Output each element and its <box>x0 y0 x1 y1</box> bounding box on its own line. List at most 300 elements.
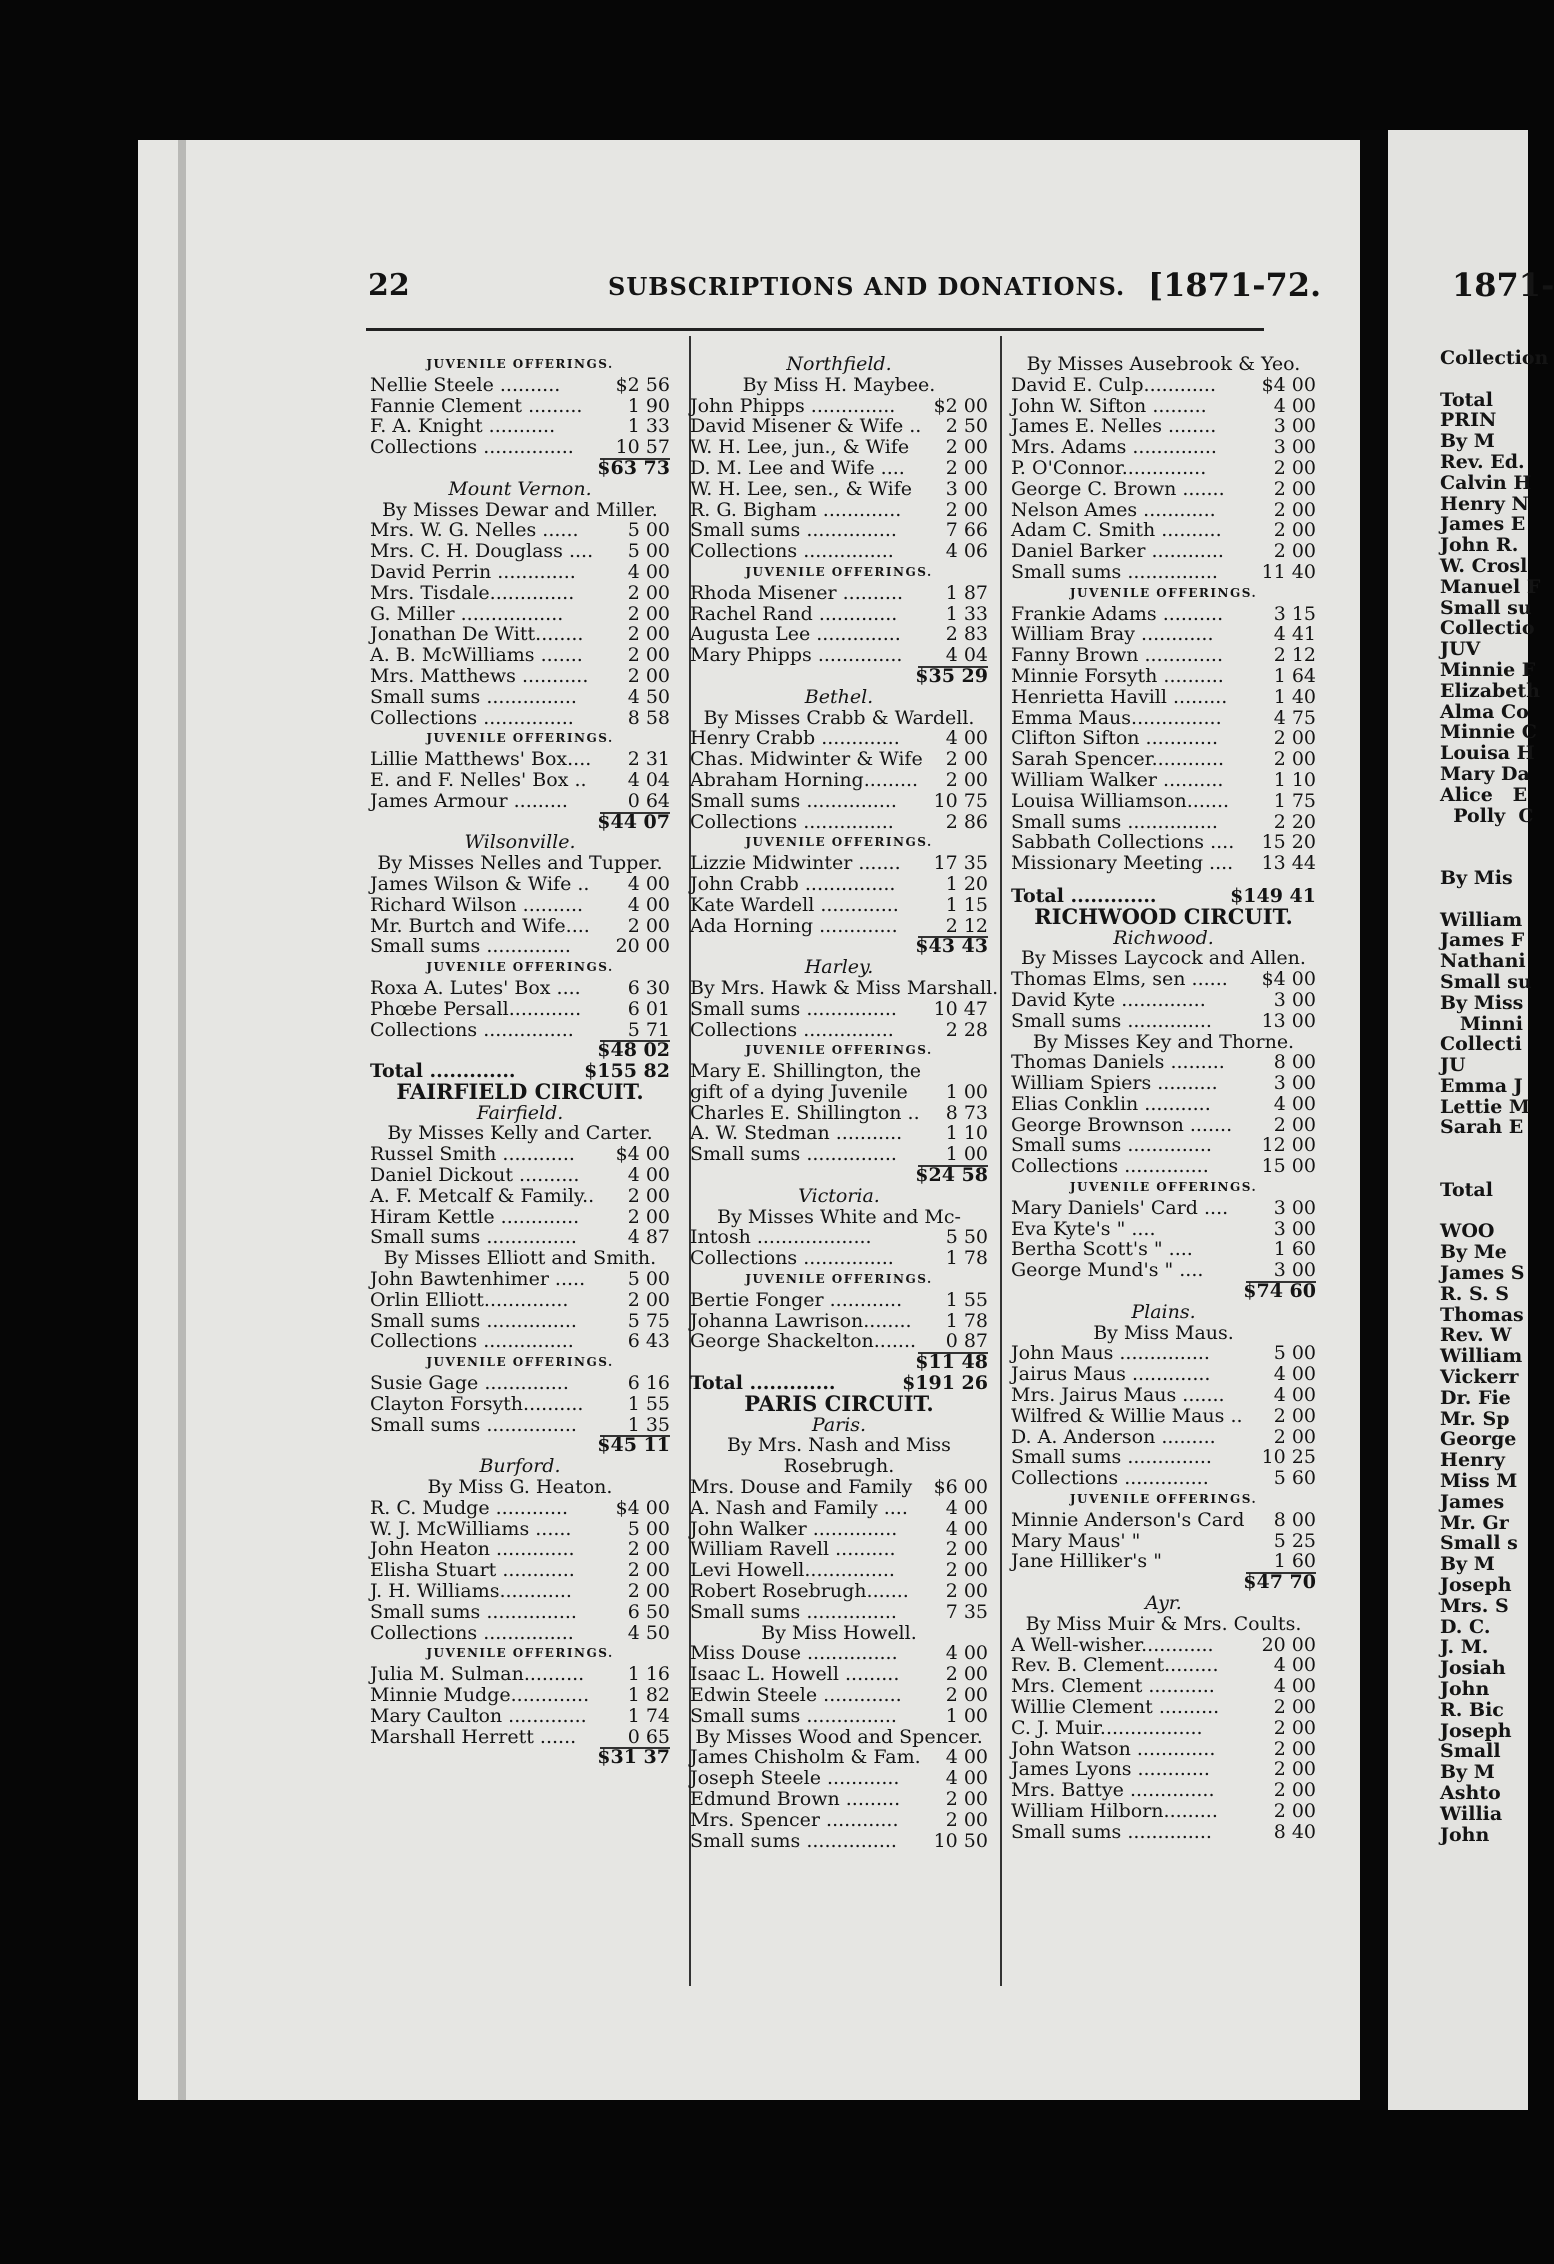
next-page-line: WOO <box>1440 1220 1495 1243</box>
entry-row <box>1011 624 1316 645</box>
entry-row <box>1011 666 1316 687</box>
juvenile-offerings-heading: JUVENILE OFFERINGS. <box>1069 1492 1258 1507</box>
entry-row <box>370 624 670 645</box>
entry-name: Orlin Elliott.............. <box>370 1288 569 1311</box>
entry-amount: 1 00 <box>945 1704 988 1727</box>
entry-name: W. H. Lee, sen., & Wife <box>690 477 912 500</box>
entry-row <box>370 1144 670 1165</box>
next-page-line: Calvin H <box>1440 471 1532 494</box>
entry-row <box>1011 1718 1316 1739</box>
place-heading: Burford. <box>479 1455 561 1478</box>
entry-amount: 10 57 <box>615 436 670 459</box>
total-amount: $149 41 <box>1230 884 1316 907</box>
entry-row <box>370 999 670 1020</box>
entry-amount: 11 40 <box>1261 560 1316 583</box>
entry-row <box>690 416 988 437</box>
entry-row <box>690 812 988 833</box>
entry-amount: 13 44 <box>1261 852 1316 875</box>
place-heading: Mount Vernon. <box>448 477 592 500</box>
place-heading: Plains. <box>1131 1300 1196 1323</box>
entry-amount: 13 00 <box>1261 1009 1316 1032</box>
entry-name: Chas. Midwinter & Wife <box>690 748 923 771</box>
entry-amount: 3 00 <box>1273 1072 1316 1095</box>
next-page-line: Lettie M <box>1440 1095 1530 1118</box>
entry-amount: 2 12 <box>1273 644 1316 667</box>
entry-amount: 4 00 <box>945 1746 988 1769</box>
entry-amount: 5 50 <box>945 1226 988 1249</box>
entry-row <box>690 853 988 874</box>
next-page-line: R. Bic <box>1440 1698 1504 1721</box>
entry-name: Charles E. Shillington .. <box>690 1101 920 1124</box>
entry-name: Mrs. Clement ........... <box>1011 1675 1215 1698</box>
entry-amount: 2 00 <box>945 1538 988 1561</box>
subtotal-amount: $11 48 <box>915 1351 988 1374</box>
entry-amount: 1 87 <box>945 581 988 604</box>
entry-amount: 1 10 <box>945 1122 988 1145</box>
entry-name: Small sums ............... <box>690 1829 897 1852</box>
entry-name: Collections ............... <box>370 706 574 729</box>
juvenile-offerings-heading: JUVENILE OFFERINGS. <box>426 1355 614 1370</box>
entry-row <box>1011 1011 1316 1032</box>
entry-name: Rhoda Misener .......... <box>690 581 904 604</box>
entry-name: Rachel Rand ............. <box>690 602 898 625</box>
entry-name: Small sums .............. <box>1011 1820 1212 1843</box>
entry-amount: 2 00 <box>1273 498 1316 521</box>
entry-name: Roxa A. Lutes' Box .... <box>370 976 581 999</box>
entry-amount: 1 15 <box>945 893 988 916</box>
entry-row <box>370 604 670 625</box>
entry-amount: 5 25 <box>1273 1529 1316 1552</box>
entry-name: Rev. B. Clement......... <box>1011 1654 1219 1677</box>
entry-amount: 4 00 <box>627 893 670 916</box>
entry-row <box>1011 853 1316 874</box>
next-page-line: J. M. <box>1440 1636 1489 1659</box>
entry-amount: 4 41 <box>1273 623 1316 646</box>
entry-row <box>1011 1198 1316 1219</box>
entry-name: Bertie Fonger ............ <box>690 1288 903 1311</box>
entry-amount: 2 00 <box>1273 1113 1316 1136</box>
entry-row <box>690 437 988 458</box>
entry-row <box>1011 1385 1316 1406</box>
entry-amount: $4 00 <box>615 1143 670 1166</box>
entry-row <box>690 1581 988 1602</box>
entry-amount: 2 00 <box>1273 1425 1316 1448</box>
entry-row <box>1011 1135 1316 1156</box>
entry-row <box>1011 1635 1316 1656</box>
entry-row <box>690 1248 988 1269</box>
entry-name: P. O'Connor.............. <box>1011 456 1207 479</box>
entry-name: W. H. Lee, jun., & Wife <box>690 436 910 459</box>
next-page-line: By M <box>1440 1553 1495 1576</box>
entry-amount: 2 00 <box>1273 477 1316 500</box>
next-page-line: Collectio <box>1440 617 1535 640</box>
entry-name: gift of a dying Juvenile <box>690 1080 908 1103</box>
next-page-line: Small s <box>1440 1532 1518 1555</box>
entry-name: Willie Clement .......... <box>1011 1696 1220 1718</box>
subtotal-row <box>690 666 988 687</box>
juvenile-offerings-heading: JUVENILE OFFERINGS. <box>745 1272 933 1287</box>
entry-name: Small sums ............... <box>690 1143 897 1166</box>
entry-amount: 2 20 <box>1273 810 1316 833</box>
entry-row <box>1011 562 1316 583</box>
entry-row <box>690 1602 988 1623</box>
entry-row <box>1011 604 1316 625</box>
entry-amount: 2 00 <box>627 602 670 625</box>
entry-name: Small sums ............... <box>690 997 897 1020</box>
entry-row <box>690 1519 988 1540</box>
entry-amount: 4 00 <box>1273 1384 1316 1407</box>
entry-name: Phœbe Persall............ <box>370 997 582 1020</box>
entry-name: A. Nash and Family .... <box>690 1496 908 1519</box>
entry-name: Small sums .............. <box>1011 1134 1212 1157</box>
entry-name: Edmund Brown ......... <box>690 1787 901 1810</box>
entry-name: Mrs. Adams .............. <box>1011 436 1217 459</box>
column-2 <box>690 353 999 1852</box>
entry-row <box>370 1623 670 1644</box>
collector-line: By Misses Kelly and Carter. <box>387 1122 653 1145</box>
next-page-line: Dr. Fie <box>1440 1386 1511 1409</box>
juvenile-offerings-heading: JUVENILE OFFERINGS. <box>426 960 614 975</box>
entry-amount: 1 00 <box>945 1080 988 1103</box>
entry-amount: 6 50 <box>627 1600 670 1623</box>
entry-name: J. H. Williams............ <box>370 1580 572 1603</box>
entry-row <box>1011 1073 1316 1094</box>
subtotal-row <box>690 936 988 957</box>
entry-row <box>1011 990 1316 1011</box>
entry-row <box>370 645 670 666</box>
entry-row <box>690 1643 988 1664</box>
entry-amount: 2 00 <box>945 1787 988 1810</box>
entry-name: John Maus ............... <box>1011 1342 1210 1365</box>
next-page-line: Collecti <box>1440 1033 1522 1056</box>
entry-row <box>1011 1739 1316 1760</box>
entry-amount: 2 00 <box>627 1184 670 1207</box>
entry-amount: 3 00 <box>1273 415 1316 438</box>
entry-amount: 1 33 <box>945 602 988 625</box>
juvenile-offerings-heading: JUVENILE OFFERINGS. <box>745 1043 933 1058</box>
next-page-line: John <box>1440 1678 1490 1700</box>
entry-amount: 1 78 <box>945 1247 988 1270</box>
entry-name: Mary E. Shillington, the <box>690 1060 922 1083</box>
entry-amount: 4 04 <box>627 768 670 791</box>
entry-row <box>370 1020 670 1041</box>
entry-name: Bertha Scott's " .... <box>1011 1238 1193 1261</box>
entry-name: William Bray ............ <box>1011 623 1214 646</box>
entry-row <box>370 978 670 999</box>
next-page-line: Ashto <box>1440 1781 1501 1804</box>
collector-line: By Miss Howell. <box>761 1621 917 1644</box>
juvenile-offerings-heading: JUVENILE OFFERINGS. <box>745 835 933 850</box>
entry-name: Clifton Sifton ............ <box>1011 727 1219 750</box>
entry-name: Henrietta Havill ......... <box>1011 685 1228 708</box>
entry-name: Small sums ............... <box>370 1309 577 1332</box>
header-rule <box>366 328 1264 331</box>
entry-amount: $6 00 <box>933 1476 988 1499</box>
next-page-line: Small su <box>1440 970 1532 993</box>
entry-row <box>690 645 988 666</box>
entry-name: Small sums ............... <box>370 685 577 708</box>
entry-name: Small sums .............. <box>1011 1446 1212 1469</box>
next-page-line: James S <box>1440 1262 1525 1285</box>
entry-name: Julia M. Sulman.......... <box>370 1663 585 1686</box>
entry-row <box>370 1581 670 1602</box>
next-page-line: Willia <box>1440 1802 1503 1825</box>
collector-line: By Mrs. Hawk & Miss Marshall. <box>690 976 999 999</box>
entry-amount: 2 00 <box>945 768 988 791</box>
next-page-line: Vickerr <box>1440 1366 1519 1389</box>
entry-row <box>690 1144 988 1165</box>
entry-row <box>370 1498 670 1519</box>
entry-name: Robert Rosebrugh....... <box>690 1580 909 1603</box>
next-page-line: Polly C <box>1440 804 1534 827</box>
entry-name: E. and F. Nelles' Box .. <box>370 768 587 791</box>
next-page-header: 1871- <box>1452 266 1554 304</box>
place-heading: Harley. <box>804 956 874 979</box>
entry-name: D. M. Lee and Wife .... <box>690 456 905 479</box>
entry-name: Mary Phipps .............. <box>690 644 903 667</box>
entry-row <box>690 1061 988 1082</box>
total-row <box>690 1373 988 1394</box>
entry-name: Small sums ............... <box>370 1600 577 1623</box>
next-page-line: John <box>1440 1823 1490 1846</box>
entry-row <box>1011 1219 1316 1240</box>
entry-amount: 4 04 <box>945 644 988 667</box>
entry-amount: 1 75 <box>1273 789 1316 812</box>
column-1 <box>370 354 670 1768</box>
entry-row <box>690 1290 988 1311</box>
entry-amount: 1 60 <box>1273 1238 1316 1261</box>
next-page-line <box>1440 1138 1548 1159</box>
entry-amount: 1 64 <box>1273 664 1316 687</box>
entry-amount: 5 00 <box>627 1517 670 1540</box>
entry-amount: 2 00 <box>945 1580 988 1603</box>
entry-amount: 4 50 <box>627 1621 670 1644</box>
collector-line: By Misses Key and Thorne. <box>1032 1030 1295 1053</box>
next-page-line: Henry <box>1440 1449 1505 1472</box>
next-page-line: Mrs. S <box>1440 1594 1509 1617</box>
entry-row <box>370 562 670 583</box>
entry-name: George C. Brown ....... <box>1011 477 1225 500</box>
entry-amount: 0 64 <box>627 789 670 812</box>
entry-row <box>690 791 988 812</box>
entry-row <box>1011 1447 1316 1468</box>
entry-name: Mary Maus' " <box>1011 1529 1141 1552</box>
entry-amount: $2 00 <box>933 394 988 417</box>
entry-amount: 15 20 <box>1261 831 1316 854</box>
next-page-line: Alice E <box>1440 783 1528 806</box>
entry-amount: 1 74 <box>627 1704 670 1727</box>
entry-name: Collections .............. <box>1011 1467 1209 1490</box>
entry-name: Mrs. Jairus Maus ....... <box>1011 1384 1225 1407</box>
entry-row <box>690 1685 988 1706</box>
entry-name: Mrs. Battye .............. <box>1011 1779 1215 1802</box>
entry-amount: 6 01 <box>627 997 670 1020</box>
subtotal-amount: $31 37 <box>597 1746 670 1769</box>
entry-amount: 2 00 <box>627 1288 670 1311</box>
entry-row <box>370 791 670 812</box>
entry-row <box>370 687 670 708</box>
next-page-line: W. Crosl <box>1440 554 1528 577</box>
entry-row <box>690 1103 988 1124</box>
entry-name: Mrs. Douse and Family <box>690 1476 913 1499</box>
entry-name: James Chisholm & Fam. <box>690 1746 921 1769</box>
entry-row <box>1011 500 1316 521</box>
entry-amount: 15 00 <box>1261 1155 1316 1178</box>
next-page-line: Mary Da <box>1440 762 1530 785</box>
entry-amount: 2 00 <box>627 644 670 667</box>
entry-name: John Phipps .............. <box>690 394 896 417</box>
entry-name: Jane Hilliker's " <box>1011 1550 1162 1573</box>
entry-row <box>1011 1801 1316 1822</box>
entry-amount: 2 00 <box>627 1580 670 1603</box>
entry-amount: 1 10 <box>1273 768 1316 791</box>
entry-row <box>690 1789 988 1810</box>
entry-amount: 2 00 <box>945 1808 988 1831</box>
entry-name: Emma Maus............... <box>1011 706 1222 729</box>
entry-amount: 0 87 <box>945 1330 988 1353</box>
entry-row <box>1011 1468 1316 1489</box>
entry-name: R. G. Bigham ............. <box>690 498 902 521</box>
entry-name: George Shackelton....... <box>690 1330 917 1353</box>
page-number: 22 <box>368 268 410 303</box>
entry-name: Small sums ............... <box>370 1413 577 1436</box>
entry-amount: 1 90 <box>627 394 670 417</box>
entry-row <box>1011 832 1316 853</box>
next-page-line: Thomas <box>1440 1303 1524 1326</box>
collector-line: By Misses Elliott and Smith. <box>383 1247 657 1270</box>
entry-name: Small sums ............... <box>370 1226 577 1249</box>
entry-row <box>370 1706 670 1727</box>
entry-row <box>690 624 988 645</box>
entry-amount: 5 71 <box>627 1018 670 1041</box>
entry-amount: 3 00 <box>1273 988 1316 1011</box>
entry-row <box>1011 1676 1316 1697</box>
entry-row <box>370 437 670 458</box>
next-page-line <box>1440 889 1548 910</box>
next-page-line <box>1440 826 1548 847</box>
entry-row <box>1011 708 1316 729</box>
entry-row <box>690 1706 988 1727</box>
next-page-line: JU <box>1440 1054 1466 1077</box>
entry-name: Collections ............... <box>690 810 894 833</box>
entry-row <box>370 1331 670 1352</box>
entry-row <box>1011 520 1316 541</box>
entry-name: Collections ............... <box>370 1330 574 1353</box>
entry-name: Sabbath Collections .... <box>1011 831 1235 854</box>
entry-name: A Well-wisher............ <box>1011 1633 1214 1656</box>
collector-line: By Misses Nelles and Tupper. <box>377 852 663 875</box>
entry-amount: 3 00 <box>1273 1259 1316 1282</box>
entry-row <box>1011 1759 1316 1780</box>
entry-row <box>690 1123 988 1144</box>
entry-name: Minnie Forsyth .......... <box>1011 664 1224 687</box>
subtotal-row <box>370 812 670 833</box>
juvenile-offerings-heading: JUVENILE OFFERINGS. <box>1069 1180 1258 1195</box>
entry-row <box>370 666 670 687</box>
entry-row <box>690 1311 988 1332</box>
entry-name: Lillie Matthews' Box.... <box>370 748 592 771</box>
entry-row <box>370 1539 670 1560</box>
entry-amount: 1 16 <box>627 1663 670 1686</box>
entry-amount: 2 00 <box>945 1684 988 1706</box>
entry-amount: 1 00 <box>945 1143 988 1166</box>
entry-name: Richard Wilson .......... <box>370 893 584 916</box>
entry-name: Mary Caulton ............. <box>370 1704 587 1727</box>
next-page-line: Minni <box>1440 1012 1523 1035</box>
entry-row <box>690 604 988 625</box>
entry-name: Small sums ............... <box>690 1704 897 1727</box>
entry-amount: 2 00 <box>945 436 988 459</box>
entry-name: Mrs. C. H. Douglass .... <box>370 540 594 563</box>
entry-amount: 2 00 <box>627 1205 670 1228</box>
place-heading: Richwood. <box>1113 926 1214 949</box>
entry-name: James Armour ......... <box>370 789 568 812</box>
entry-amount: 4 00 <box>1273 1675 1316 1698</box>
next-page-line: By M <box>1440 430 1495 453</box>
entry-amount: 8 58 <box>627 706 670 729</box>
entry-amount: 6 16 <box>627 1372 670 1395</box>
subtotal-amount: $74 60 <box>1243 1280 1316 1303</box>
entry-name: C. J. Muir................. <box>1011 1716 1203 1739</box>
entry-amount: 5 00 <box>627 519 670 542</box>
entry-amount: 2 00 <box>1273 1758 1316 1781</box>
entry-name: Daniel Barker ............ <box>1011 540 1224 563</box>
entry-row <box>690 749 988 770</box>
next-page-line: James E <box>1440 513 1526 536</box>
entry-row <box>370 770 670 791</box>
entry-row <box>1011 645 1316 666</box>
collector-line: By Miss Maus. <box>1093 1321 1234 1344</box>
entry-row <box>1011 541 1316 562</box>
entry-row <box>370 749 670 770</box>
entry-row <box>690 728 988 749</box>
entry-amount: 2 00 <box>627 1559 670 1582</box>
entry-name: Kate Wardell ............. <box>690 893 899 916</box>
entry-row <box>1011 1260 1316 1281</box>
page-gutter-shadow <box>178 140 186 2100</box>
entry-name: Small sums .............. <box>370 935 571 958</box>
entry-amount: 2 00 <box>1273 456 1316 479</box>
next-page-line: Mr. Sp <box>1440 1407 1510 1430</box>
place-heading: Wilsonville. <box>464 831 576 854</box>
subtotal-amount: $63 73 <box>597 456 670 479</box>
entry-row <box>370 520 670 541</box>
entry-amount: 3 15 <box>1273 602 1316 625</box>
entry-row <box>690 1831 988 1852</box>
entry-name: William Walker .......... <box>1011 768 1224 791</box>
entry-name: Fanny Brown ............. <box>1011 644 1224 667</box>
entry-row <box>370 936 670 957</box>
entry-row <box>690 1227 988 1248</box>
entry-name: Mrs. W. G. Nelles ...... <box>370 519 579 542</box>
entry-amount: 2 00 <box>945 498 988 521</box>
entry-name: G. Miller ................. <box>370 602 564 625</box>
entry-amount: 8 40 <box>1273 1820 1316 1843</box>
entry-name: Mary Daniels' Card .... <box>1011 1196 1229 1219</box>
total-amount: $191 26 <box>902 1372 988 1395</box>
entry-amount: $4 00 <box>1261 373 1316 396</box>
entry-amount: 4 00 <box>945 1642 988 1665</box>
place-heading: Fairfield. <box>476 1101 564 1124</box>
collector-line: By Misses Laycock and Allen. <box>1021 947 1306 970</box>
entry-amount: 17 35 <box>933 852 988 875</box>
entry-row <box>1011 1551 1316 1572</box>
entry-amount: 2 00 <box>945 1559 988 1582</box>
entry-name: Levi Howell............... <box>690 1559 895 1582</box>
entry-amount: 4 50 <box>627 685 670 708</box>
next-page-line: Minnie F <box>1440 658 1536 681</box>
entry-amount: 5 00 <box>627 1268 670 1291</box>
